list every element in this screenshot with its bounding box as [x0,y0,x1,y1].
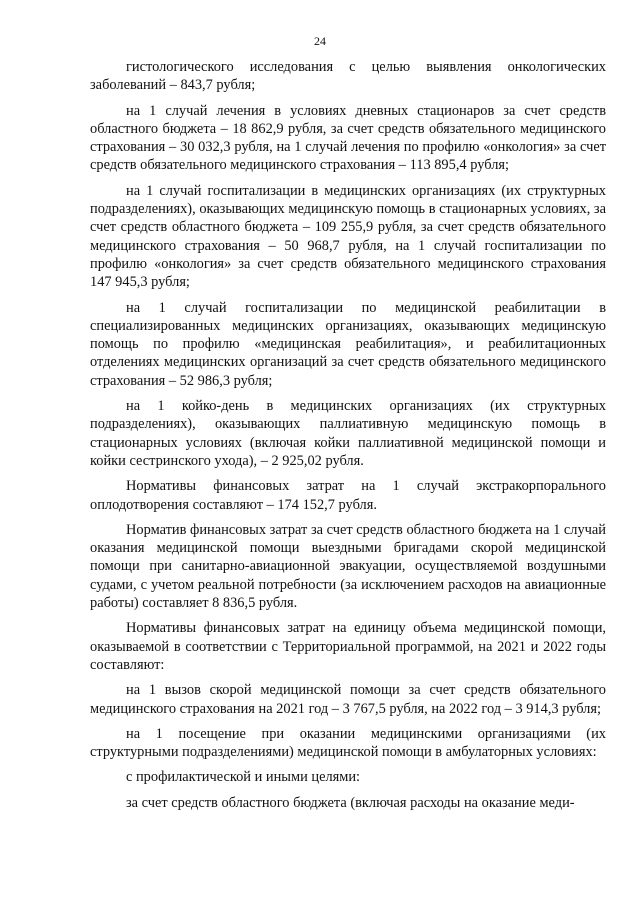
paragraph-ivf-standard: Нормативы финансовых затрат на 1 случай экстракорпорального оплодотворения составляют – 174 152,7 рубля. [90,478,606,513]
paragraph-outpatient-visit: на 1 посещение при оказании медицинскими организациями (их структурными подразделениями) медицинской помощи в амбулаторных условиях: [90,725,606,761]
paragraph-palliative-bed-day: на 1 койко-день в медицинских организациях (их структурных подразделениях), оказывающих паллиативную медицинскую помощь в стационарных условиях (включая койки паллиативной медицинской помощи и койки сестринского ухода), – 2 925,02 рубля. [90,398,606,469]
paragraph-hospitalization: на 1 случай госпитализации в медицинских организациях (их структурных подразделениях), оказывающих медицинскую помощь в стационарных условиях, за счет средств областного бюджета – 109 255,9 рубля, за счет средств обязательного медицинского страхования – 50 968,7 рубля, на 1 случай госпитализации по профилю «онкология» за счет средств обязательного медицинского страхования 147 945,3 рубля; [90,182,606,291]
document-body [90,58,606,819]
paragraph-rehabilitation: на 1 случай госпитализации по медицинской реабилитации в специализированных медицинских организациях, оказывающих медицинскую помощь по профилю «медицинская реабилитация», и реабилитационных отделениях медицинских организаций за счет средств обязательного медицинского страхования – 52 986,3 рубля; [90,299,606,389]
paragraph-air-ambulance: Норматив финансовых затрат за счет средств областного бюджета на 1 случай оказания медицинской помощи выездными бригадами скорой медицинской помощи при санитарно-авиационной эвакуации, осуществляемой воздушными судами, с учетом реальной потребности (за исключением расходов на авиационные работы) составляет 8 836,5 рубля. [90,521,606,612]
paragraph-day-hospital: на 1 случай лечения в условиях дневных стационаров за счет средств областного бюджета – 18 862,9 рубля, за счет средств обязательного медицинского страхования – 30 032,3 рубля, на 1 случай лечения по профилю «онкология» за счет средств обязательного медицинского страхования – 113 895,4 рубля; [90,102,606,174]
paragraph-histology-continuation: гистологического исследования с целью выявления онкологических заболеваний – 843,7 рубля; [90,59,606,94]
paragraph-preventive-purposes: с профилактической и иными целями: [126,769,361,786]
paragraph-ambulance-call: на 1 вызов скорой медицинской помощи за счет средств обязательного медицинского страхования на 2021 год – 3 767,5 рубля, на 2022 год – 3 914,3 рубля; [90,682,606,717]
paragraph-regional-budget: за счет средств областного бюджета (включая расходы на оказание меди- [126,794,575,811]
page-number: 24 [314,34,326,48]
paragraph-2021-2022-standards: Нормативы финансовых затрат на единицу объема медицинской помощи, оказываемой в соответствии с Территориальной программой, на 2021 и 2022 годы составляют: [90,620,606,673]
